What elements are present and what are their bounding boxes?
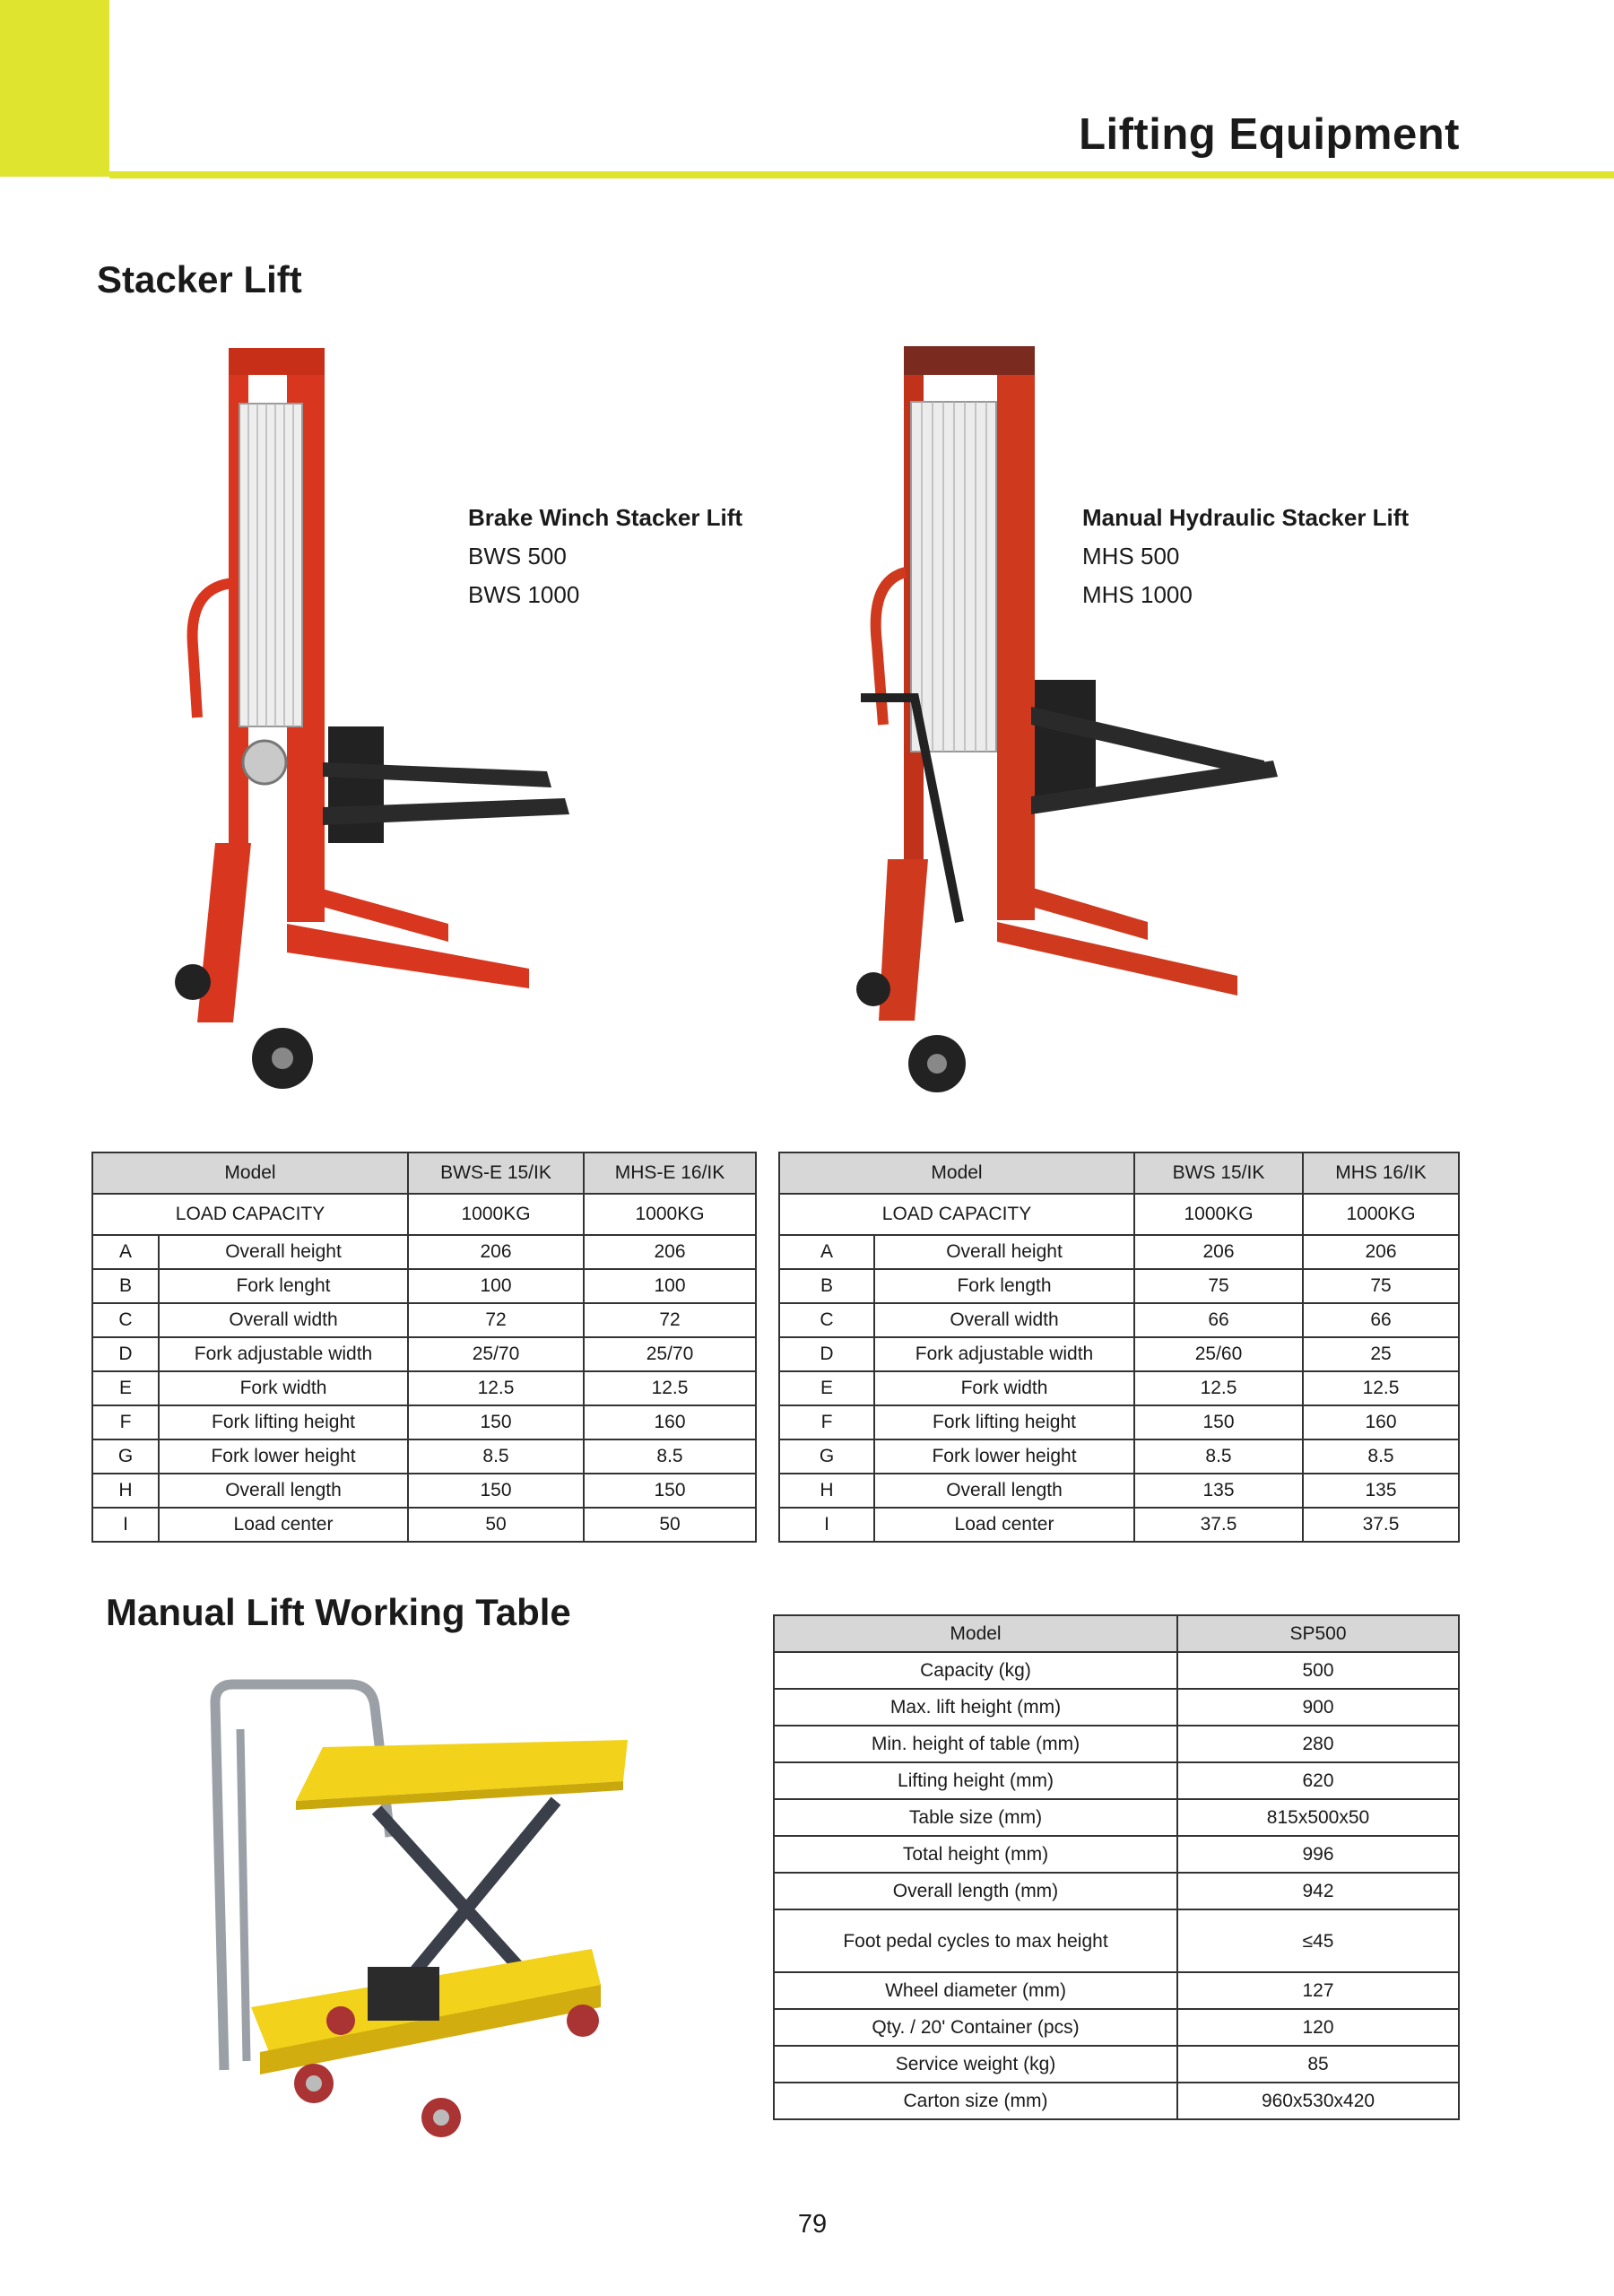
table-cell: 66 — [1303, 1303, 1459, 1337]
table-cell: 960x530x420 — [1177, 2083, 1459, 2119]
table-cell: 206 — [408, 1235, 584, 1269]
table-row — [779, 1337, 1459, 1371]
table-cell: 25/70 — [584, 1337, 756, 1371]
table-row — [779, 1474, 1459, 1508]
table-row — [779, 1371, 1459, 1405]
table-cell: 85 — [1177, 2046, 1459, 2083]
table-cell: 160 — [584, 1405, 756, 1439]
table-row — [779, 1439, 1459, 1474]
lift-table-title: Manual Lift Working Table — [106, 1591, 571, 1633]
table-row — [774, 1762, 1459, 1799]
table-cell: Total height (mm) — [774, 1836, 1177, 1873]
header-accent-block — [0, 0, 109, 177]
brake-winch-stacker-image — [152, 341, 583, 1103]
table-cell: Overall height — [159, 1235, 408, 1269]
table-row — [92, 1269, 756, 1303]
table-cell: 900 — [1177, 1689, 1459, 1726]
table-row — [779, 1508, 1459, 1542]
table-row — [774, 1836, 1459, 1873]
table-cell: A — [92, 1235, 159, 1269]
table-cell: 37.5 — [1134, 1508, 1303, 1542]
table-cell: G — [779, 1439, 874, 1474]
table-cell: 135 — [1134, 1474, 1303, 1508]
table-cell: 37.5 — [1303, 1508, 1459, 1542]
table-cell: 942 — [1177, 1873, 1459, 1909]
table-cell: B — [779, 1269, 874, 1303]
table-row — [92, 1508, 756, 1542]
table-cell: 150 — [408, 1405, 584, 1439]
table-row — [774, 1909, 1459, 1972]
lift-working-table-image — [197, 1675, 646, 2151]
product-name: Manual Hydraulic Stacker Lift — [1082, 504, 1410, 531]
table-cell: Min. height of table (mm) — [774, 1726, 1177, 1762]
table-cell: Service weight (kg) — [774, 2046, 1177, 2083]
product-model: MHS 1000 — [1082, 581, 1193, 608]
table-row — [92, 1303, 756, 1337]
table-cell: Overall width — [874, 1303, 1134, 1337]
table-cell: H — [92, 1474, 159, 1508]
table-cell: 50 — [584, 1508, 756, 1542]
table-cell: Overall length (mm) — [774, 1873, 1177, 1909]
table-cell: Load center — [874, 1508, 1134, 1542]
table-cell: Foot pedal cycles to max height — [774, 1909, 1177, 1972]
table-row — [774, 2083, 1459, 2119]
header-rule — [109, 171, 1614, 178]
table-row — [92, 1474, 756, 1508]
table-cell: Capacity (kg) — [774, 1652, 1177, 1689]
stacker-lift-title: Stacker Lift — [97, 258, 302, 300]
product-model: BWS 500 — [468, 543, 567, 570]
header-cell: Model — [774, 1615, 1177, 1652]
table-cell: Fork lifting height — [874, 1405, 1134, 1439]
header-cell: MHS-E 16/IK — [584, 1152, 756, 1194]
table-cell: 25/60 — [1134, 1337, 1303, 1371]
table-cell: 620 — [1177, 1762, 1459, 1799]
product-name: Brake Winch Stacker Lift — [468, 504, 743, 531]
table-cell: 12.5 — [1303, 1371, 1459, 1405]
table-cell: 206 — [584, 1235, 756, 1269]
table-row — [774, 1652, 1459, 1689]
table-cell: E — [779, 1371, 874, 1405]
table-row — [779, 1235, 1459, 1269]
table-cell: 150 — [584, 1474, 756, 1508]
table-cell: Fork lower height — [874, 1439, 1134, 1474]
table-cell: 100 — [408, 1269, 584, 1303]
header-cell: BWS 15/IK — [1134, 1152, 1303, 1194]
table-body — [774, 1652, 1459, 2119]
table-cell: 280 — [1177, 1726, 1459, 1762]
table-row — [774, 2046, 1459, 2083]
table-cell: F — [92, 1405, 159, 1439]
table-row — [779, 1269, 1459, 1303]
table-cell: 75 — [1303, 1269, 1459, 1303]
table-row — [779, 1405, 1459, 1439]
table-cell: Carton size (mm) — [774, 2083, 1177, 2119]
table-cell: 1000KG — [1303, 1194, 1459, 1235]
table-cell: Fork lenght — [159, 1269, 408, 1303]
table-cell: Wheel diameter (mm) — [774, 1972, 1177, 2009]
table-cell: 12.5 — [584, 1371, 756, 1405]
table-row — [774, 1873, 1459, 1909]
table-row — [774, 2009, 1459, 2046]
table-cell: 127 — [1177, 1972, 1459, 2009]
capacity-row — [92, 1194, 756, 1235]
table-body — [92, 1235, 756, 1542]
table-cell: 8.5 — [408, 1439, 584, 1474]
table-cell: Fork lower height — [159, 1439, 408, 1474]
table-cell: 120 — [1177, 2009, 1459, 2046]
table-cell: Overall height — [874, 1235, 1134, 1269]
table-cell: Fork width — [874, 1371, 1134, 1405]
table-cell: Fork adjustable width — [159, 1337, 408, 1371]
header-cell: Model — [779, 1152, 1134, 1194]
table-cell: D — [779, 1337, 874, 1371]
table-row — [774, 1689, 1459, 1726]
table-cell: 8.5 — [584, 1439, 756, 1474]
table-cell: 150 — [408, 1474, 584, 1508]
table-cell: 100 — [584, 1269, 756, 1303]
table-row — [774, 1972, 1459, 2009]
table-cell: 996 — [1177, 1836, 1459, 1873]
stacker-spec-table-right — [778, 1152, 1460, 1543]
table-cell: Max. lift height (mm) — [774, 1689, 1177, 1726]
table-cell: B — [92, 1269, 159, 1303]
table-row — [92, 1337, 756, 1371]
table-cell: Overall length — [874, 1474, 1134, 1508]
table-cell: 8.5 — [1134, 1439, 1303, 1474]
stacker-spec-table-left — [91, 1152, 757, 1543]
table-cell: Fork width — [159, 1371, 408, 1405]
header-cell: Model — [92, 1152, 408, 1194]
table-cell: I — [92, 1508, 159, 1542]
table-row — [774, 1799, 1459, 1836]
header-cell: SP500 — [1177, 1615, 1459, 1652]
table-body — [779, 1235, 1459, 1542]
table-row — [92, 1371, 756, 1405]
table-cell: 25 — [1303, 1337, 1459, 1371]
table-cell: C — [779, 1303, 874, 1337]
table-cell: Lifting height (mm) — [774, 1762, 1177, 1799]
table-cell: Load center — [159, 1508, 408, 1542]
table-cell: 135 — [1303, 1474, 1459, 1508]
product-model: BWS 1000 — [468, 581, 580, 608]
table-row — [92, 1235, 756, 1269]
page-header-title: Lifting Equipment — [1079, 110, 1460, 159]
page-number: 79 — [797, 2210, 828, 2239]
table-header-row — [779, 1152, 1459, 1194]
product-model: MHS 500 — [1082, 543, 1180, 570]
table-cell: 72 — [408, 1303, 584, 1337]
table-cell: G — [92, 1439, 159, 1474]
table-cell: 206 — [1303, 1235, 1459, 1269]
table-cell: LOAD CAPACITY — [779, 1194, 1134, 1235]
table-cell: F — [779, 1405, 874, 1439]
table-cell: H — [779, 1474, 874, 1508]
table-cell: 72 — [584, 1303, 756, 1337]
table-cell: E — [92, 1371, 159, 1405]
table-cell: 1000KG — [408, 1194, 584, 1235]
table-cell: ≤45 — [1177, 1909, 1459, 1972]
table-cell: Overall width — [159, 1303, 408, 1337]
table-cell: 500 — [1177, 1652, 1459, 1689]
table-cell: 25/70 — [408, 1337, 584, 1371]
table-cell: 815x500x50 — [1177, 1799, 1459, 1836]
table-cell: LOAD CAPACITY — [92, 1194, 408, 1235]
table-cell: 160 — [1303, 1405, 1459, 1439]
table-cell: Fork lifting height — [159, 1405, 408, 1439]
manual-hydraulic-stacker-image — [843, 339, 1291, 1110]
brake-winch-product-label — [468, 499, 742, 614]
table-row — [779, 1303, 1459, 1337]
capacity-row — [779, 1194, 1459, 1235]
table-cell: 8.5 — [1303, 1439, 1459, 1474]
manual-hydraulic-product-label — [1082, 499, 1409, 614]
table-header-row — [774, 1615, 1459, 1652]
table-row — [774, 1726, 1459, 1762]
table-cell: I — [779, 1508, 874, 1542]
table-cell: 150 — [1134, 1405, 1303, 1439]
table-cell: 75 — [1134, 1269, 1303, 1303]
lift-table-spec-table — [773, 1614, 1460, 2120]
table-cell: Fork adjustable width — [874, 1337, 1134, 1371]
table-cell: Fork length — [874, 1269, 1134, 1303]
header-cell: MHS 16/IK — [1303, 1152, 1459, 1194]
table-cell: A — [779, 1235, 874, 1269]
table-cell: Table size (mm) — [774, 1799, 1177, 1836]
table-cell: 1000KG — [584, 1194, 756, 1235]
table-row — [92, 1405, 756, 1439]
table-header-row — [92, 1152, 756, 1194]
table-cell: 12.5 — [408, 1371, 584, 1405]
table-cell: D — [92, 1337, 159, 1371]
table-cell: 66 — [1134, 1303, 1303, 1337]
table-row — [92, 1439, 756, 1474]
header-cell: BWS-E 15/IK — [408, 1152, 584, 1194]
table-cell: 206 — [1134, 1235, 1303, 1269]
table-cell: 12.5 — [1134, 1371, 1303, 1405]
table-cell: Qty. / 20' Container (pcs) — [774, 2009, 1177, 2046]
table-cell: Overall length — [159, 1474, 408, 1508]
table-cell: 1000KG — [1134, 1194, 1303, 1235]
table-cell: C — [92, 1303, 159, 1337]
table-cell: 50 — [408, 1508, 584, 1542]
